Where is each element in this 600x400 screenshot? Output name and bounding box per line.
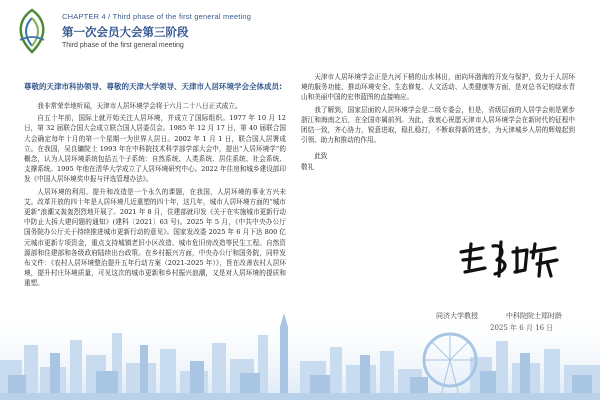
letter-paragraph: 人居环境的利用、提升和改造是一个永久的课题，在我国，人居环境的事业方兴未艾。改革开放的四十年是人居环境几近重塑的四十年，这几年，城市人居环境方面的“城市更新”浪潮又轰轰烈烈地开展了。2021 年 8 月，住建部就印发《关于在实施城市更新行动中防止大拆大建问题的通知》(建科〔2021〕63 号)。2025 年 5 月，《中共中央办公厅 国务院办公厅关于持续推进城市更新行动的意见》。国家发改委 2025 年 6 月下达 800 亿元城市更新专项资金，重点支持城镇老旧小区改造、城市危旧房改造等民生工程。自然资源部和住建部和各级政府陆续出台政策。在乡村振兴方面，中央办公厅和国务院，同样发布文件：《农村人居环境整治提升五年行动方案（2021-2025 年）》，旨在改善农村人居环境，提升村庄环境质量，可见这次的城市更新和乡村振兴浪潮，又是对人居环境的提质和重塑。 <box>24 187 286 288</box>
handwritten-signature-icon <box>455 238 565 280</box>
letter-paragraph: 我非常荣幸地听闻，天津市人居环境学会将于六月二十八日正式成立。 <box>37 102 242 110</box>
letter-right-column <box>301 72 575 172</box>
page-title: 第一次会员大会第三阶段 <box>62 25 189 39</box>
society-logo-icon <box>8 6 56 56</box>
letter-paragraph: 自五十年前，国际上就开始关注人居环境，并成立了国际组织。1977 年 10 月 12 日，第 32 届联合国大会成立联合国人居委员会。1985 年 12 月 17 日，第 40 届联合国大会确定每年十月的第一个星期一为世界人居日。2002 年 1 月 1 日，联合国人居署成立。在我国，吴良镛院士 1993 年在中科院技术科学部学部大会中，提出“人居环境学”的概念，认为人居环境系统包括五个子系统：自然系统、人类系统、居住系统、社会系统、支撑系统。1995 年他在清华大学成立了人居环境研究中心。2022 年住房和城乡建设部印发《中国人居环境奖申报与评选管理办法》。 <box>24 114 286 184</box>
letter-paragraph: 我了解到，国家层面的人居环境学会是二级专委会，但是，省级层面的人居学会则是紧步浙江和海南之后，在全国亦属前列。为此，我衷心祝愿天津市人居环境学会在新时代的征程中团结一致，齐心协力，锐意进取，稳扎稳打，不断取得新的进步，为天津城乡人居的辉煌起到引领、助力和推动的作用。 <box>301 105 575 145</box>
city-skyline-icon <box>0 305 600 400</box>
letter-left-column <box>24 101 286 291</box>
chapter-label: CHAPTER 4 / Third phase of the first general meeting <box>62 12 252 21</box>
page-subtitle: Third phase of the first general meeting <box>62 42 184 49</box>
page-header <box>0 0 600 62</box>
letter-greeting: 尊敬的天津市科协领导、尊敬的天津大学领导、天津市人居环境学会全体成员: <box>24 82 282 91</box>
letter-salute: 敬礼 <box>301 162 315 171</box>
letter-paragraph: 天津市人居环境学会正是九河下梢的山水林田，面向环渤海的开发与保护，致力于人居环境的服务功能，推动环境安全、生态修复、人文活动、人类健康等方面，是对总书记的绿水青山和美丽中国的宏伟蓝图的直接响应。 <box>301 73 575 102</box>
letter-closing: 此致 <box>314 152 328 161</box>
